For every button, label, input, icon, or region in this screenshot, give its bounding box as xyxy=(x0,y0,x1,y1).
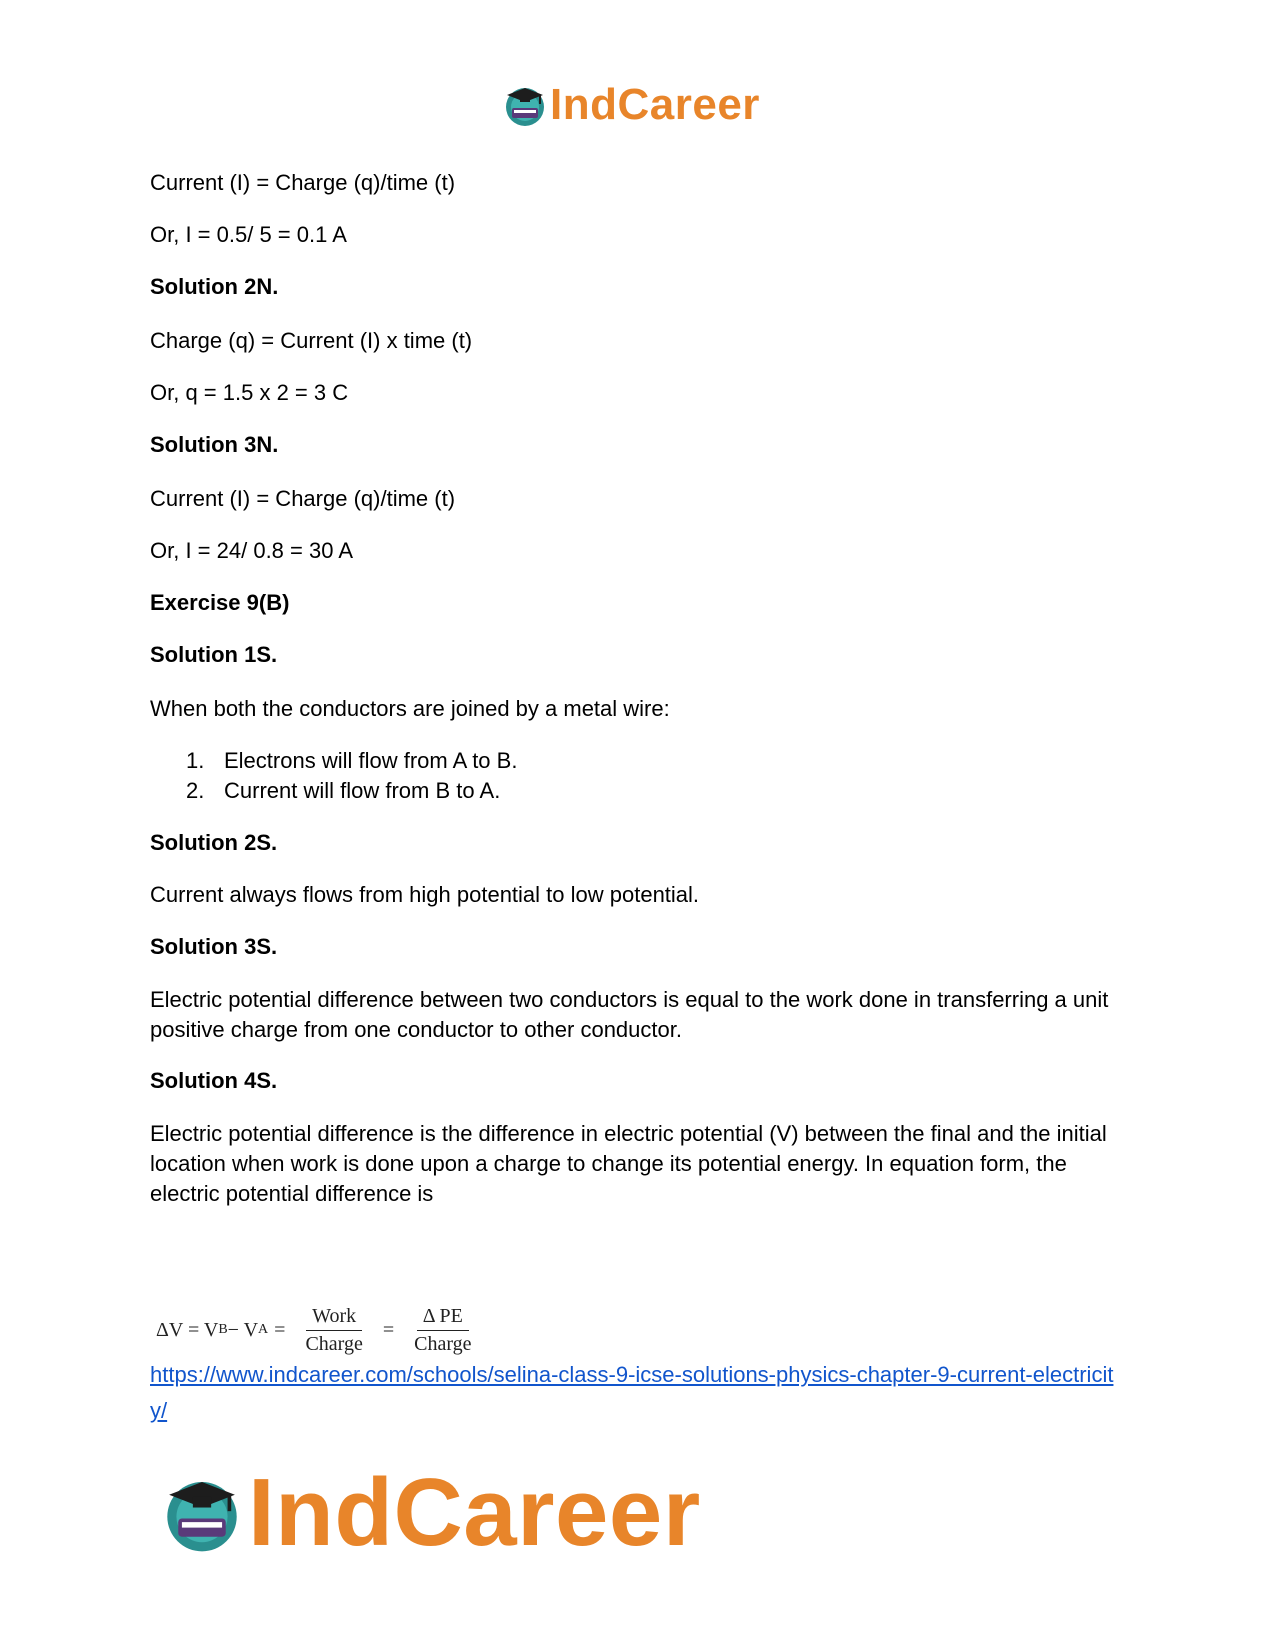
section-heading: Solution 3S. xyxy=(150,934,278,959)
brand-wordmark: IndCareer xyxy=(248,1459,701,1566)
fraction-numerator: Work xyxy=(306,1305,362,1331)
section-heading: Solution 4S. xyxy=(150,1068,278,1093)
formula-lhs: ΔV = V xyxy=(156,1318,219,1341)
list-text: Current will flow from B to A. xyxy=(224,778,501,803)
potential-difference-formula xyxy=(156,1300,486,1360)
fraction-work-charge xyxy=(299,1305,368,1356)
brand-wordmark: IndCareer xyxy=(550,80,760,129)
text-line: Current (I) = Charge (q)/time (t) xyxy=(150,170,456,195)
section-heading: Solution 3N. xyxy=(150,432,279,457)
formula-equals: = xyxy=(382,1318,395,1341)
formula-equals: = xyxy=(274,1318,286,1341)
numbered-list xyxy=(186,746,517,806)
list-number: 2. xyxy=(186,778,205,803)
fraction-denominator: Charge xyxy=(305,1332,363,1355)
formula-minus: − V xyxy=(227,1318,259,1341)
text-line: Charge (q) = Current (I) x time (t) xyxy=(150,328,473,353)
text-line: Or, I = 0.5/ 5 = 0.1 A xyxy=(150,222,347,247)
header-logo xyxy=(502,80,760,130)
section-heading: Solution 2S. xyxy=(150,830,278,855)
fraction-denominator: Charge xyxy=(414,1332,472,1355)
fraction-numerator: Δ PE xyxy=(417,1305,469,1331)
formula-subscript-a: A xyxy=(258,1322,269,1337)
graduation-cap-book-icon xyxy=(502,82,548,128)
footer-logo xyxy=(160,1459,701,1566)
text-line: Current (I) = Charge (q)/time (t) xyxy=(150,486,456,511)
section-heading: Exercise 9(B) xyxy=(150,590,290,615)
list-number: 1. xyxy=(186,748,205,773)
text-line: Or, q = 1.5 x 2 = 3 C xyxy=(150,380,349,405)
paragraph: Electric potential difference is the difference in electric potential (V) between the final and the initial location when work is done upon a charge to change its potential energy. In equation form, the electric potential difference is xyxy=(150,1121,1107,1206)
section-heading: Solution 2N. xyxy=(150,274,279,299)
text-line: When both the conductors are joined by a metal wire: xyxy=(150,696,670,721)
paragraph: Electric potential difference between two conductors is equal to the work done in transferring a unit positive charge from one conductor to other conductor. xyxy=(150,987,1109,1042)
list-item xyxy=(186,776,517,806)
formula-subscript-b: B xyxy=(218,1322,228,1337)
text-line: Current always flows from high potential to low potential. xyxy=(150,882,700,907)
list-item xyxy=(186,746,517,776)
list-text: Electrons will flow from A to B. xyxy=(224,748,518,773)
fraction-pe-charge xyxy=(408,1305,477,1356)
text-line: Or, I = 24/ 0.8 = 30 A xyxy=(150,538,354,563)
graduation-cap-book-icon xyxy=(160,1471,244,1555)
source-link[interactable]: https://www.indcareer.com/schools/selina-class-9-icse-solutions-physics-chapter-9-current-electricity/ xyxy=(150,1362,1114,1423)
section-heading: Solution 1S. xyxy=(150,642,278,667)
